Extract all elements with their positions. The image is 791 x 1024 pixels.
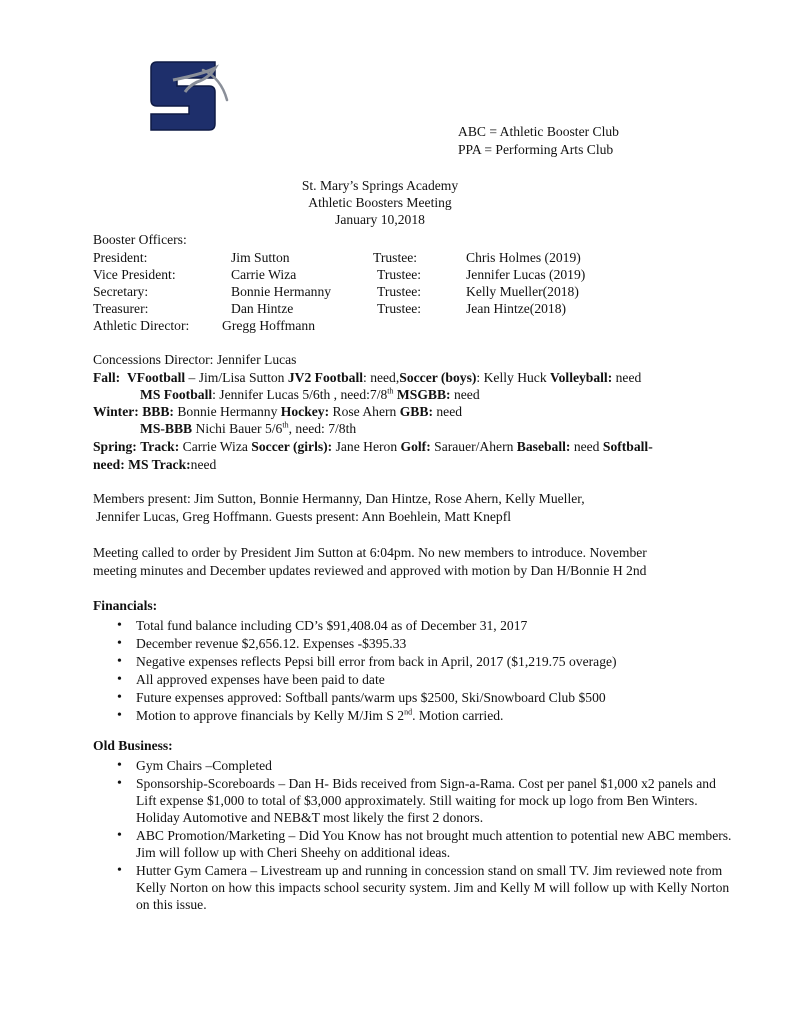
list-item: • ABC Promotion/Marketing – Did You Know has not brought much attention to potential new ABC members. Jim will follow up with Cheri Sheehy on additional ideas. bbox=[93, 827, 733, 861]
sport-label: MS-BBB bbox=[140, 421, 193, 436]
fall-line-1 bbox=[93, 370, 641, 386]
officer-role: President: bbox=[93, 250, 148, 265]
sport-label: Volleyball: bbox=[550, 370, 613, 385]
trustee-label: Trustee: bbox=[377, 284, 422, 299]
list-item: • December revenue $2,656.12. Expenses -$395.33 bbox=[93, 635, 733, 652]
text-run: need bbox=[432, 404, 463, 419]
members-present-2: Jennifer Lucas, Greg Hoffmann. Guests present: Ann Boehlein, Matt Knepfl bbox=[96, 509, 512, 524]
sport-label: Soccer (boys) bbox=[399, 370, 477, 385]
spring-label: Spring: bbox=[93, 439, 137, 454]
text-run: Rose Ahern bbox=[329, 404, 400, 419]
trustee-label: Trustee: bbox=[377, 301, 422, 316]
school-name: St. Mary’s Springs Academy bbox=[301, 178, 459, 193]
trustee-label: Trustee: bbox=[377, 267, 422, 282]
list-item: • All approved expenses have been paid to date bbox=[93, 671, 733, 688]
trustee-label: Trustee: bbox=[373, 250, 418, 265]
sport-label: MSGBB: bbox=[393, 387, 451, 402]
text-run: Bonnie Hermanny bbox=[173, 404, 281, 419]
text-run: Nichi Bauer 5/6 bbox=[192, 421, 283, 436]
winter-label: Winter: bbox=[93, 404, 139, 419]
list-item: • Gym Chairs –Completed bbox=[93, 757, 733, 774]
list-item: • Motion to approve financials by Kelly M/Jim S 2nd. Motion carried. bbox=[93, 707, 733, 724]
text-run: need bbox=[612, 370, 642, 385]
officers-heading: Booster Officers: bbox=[93, 232, 187, 247]
athletic-director-label: Athletic Director: bbox=[93, 318, 190, 333]
text-run: need bbox=[450, 387, 480, 402]
athletic-director-name: Gregg Hoffmann bbox=[222, 318, 315, 333]
trustee-name: Chris Holmes (2019) bbox=[466, 250, 581, 265]
abbrev-abc: ABC = Athletic Booster Club bbox=[458, 124, 619, 139]
text-run: : Kelly Huck bbox=[476, 370, 551, 385]
sport-label: Softball- bbox=[602, 439, 653, 454]
members-present-1: Members present: Jim Sutton, Bonnie Hermanny, Dan Hintze, Rose Ahern, Kelly Mueller, bbox=[93, 491, 585, 506]
text-run: : need, bbox=[363, 370, 400, 385]
meeting-title: Athletic Boosters Meeting bbox=[308, 195, 452, 210]
old-business-list bbox=[93, 757, 733, 914]
officer-name: Dan Hintze bbox=[231, 301, 294, 316]
officer-role: Secretary: bbox=[93, 284, 149, 299]
list-item: • Negative expenses reflects Pepsi bill error from back in April, 2017 ($1,219.75 overage) bbox=[93, 653, 733, 670]
text-run: Jane Heron bbox=[332, 439, 401, 454]
spring-line-1 bbox=[93, 439, 653, 455]
call-to-order-1: Meeting called to order by President Jim Sutton at 6:04pm. No new members to introduce. November bbox=[93, 545, 647, 560]
trustee-name: Jennifer Lucas (2019) bbox=[466, 267, 586, 282]
sport-label: MS Football bbox=[140, 387, 213, 402]
sport-label: JV2 Football bbox=[287, 370, 364, 385]
sport-label: Golf: bbox=[400, 439, 431, 454]
officer-role: Vice President: bbox=[93, 267, 176, 282]
text-run: th bbox=[387, 386, 394, 396]
sport-label: Hockey: bbox=[280, 404, 330, 419]
sport-label: VFootball bbox=[126, 370, 186, 385]
trustee-name: Kelly Mueller(2018) bbox=[466, 284, 579, 299]
text-run: Carrie Wiza bbox=[179, 439, 252, 454]
sport-label: Soccer (girls): bbox=[251, 439, 333, 454]
text-run: need bbox=[570, 439, 603, 454]
school-s-logo-icon bbox=[143, 56, 231, 134]
sport-label: Baseball: bbox=[516, 439, 571, 454]
spring-line-2 bbox=[93, 457, 216, 473]
financials-heading: Financials: bbox=[93, 598, 158, 613]
call-to-order-2: meeting minutes and December updates reviewed and approved with motion by Dan H/Bonnie H 2nd bbox=[93, 563, 647, 578]
old-business-heading: Old Business: bbox=[93, 738, 173, 753]
text-run: , need: 7/8th bbox=[288, 421, 357, 436]
officer-name: Jim Sutton bbox=[231, 250, 290, 265]
sport-label: Track: bbox=[140, 439, 180, 454]
financials-list bbox=[93, 617, 733, 725]
sport-label: GBB: bbox=[399, 404, 433, 419]
trustee-name: Jean Hintze(2018) bbox=[466, 301, 567, 316]
officer-role: Treasurer: bbox=[93, 301, 149, 316]
sport-label: need: MS Track: bbox=[93, 457, 191, 472]
list-item: • Total fund balance including CD’s $91,408.04 as of December 31, 2017 bbox=[93, 617, 733, 634]
winter-line-1 bbox=[93, 404, 462, 420]
officer-name: Carrie Wiza bbox=[231, 267, 297, 282]
text-run: th bbox=[282, 420, 289, 430]
sport-label: BBB: bbox=[142, 404, 174, 419]
meeting-date: January 10,2018 bbox=[335, 212, 425, 227]
concessions-director: Concessions Director: Jennifer Lucas bbox=[93, 352, 297, 367]
list-item: • Sponsorship-Scoreboards – Dan H- Bids received from Sign-a-Rama. Cost per panel $1,000 x2 panels and Lift expense $1,000 to total of $3,000 approximately. Still waiting for mock up logo from Ben Winters. Holiday Automotive and NEB&T most likely the first 2 donors. bbox=[93, 775, 733, 826]
list-item: • Future expenses approved: Softball pants/warm ups $2500, Ski/Snowboard Club $500 bbox=[93, 689, 733, 706]
fall-label: Fall: bbox=[93, 370, 121, 385]
text-run: Sarauer/Ahern bbox=[430, 439, 517, 454]
text-run: need bbox=[190, 457, 217, 472]
fall-line-2 bbox=[140, 387, 480, 403]
abbrev-ppa: PPA = Performing Arts Club bbox=[458, 142, 614, 157]
winter-line-2 bbox=[140, 421, 356, 437]
list-item: • Hutter Gym Camera – Livestream up and running in concession stand on small TV. Jim reviewed note from Kelly Norton on how this impacts school security system. Jim and Kelly M will follow up with Kelly Norton on this issue. bbox=[93, 862, 733, 913]
text-run: : Jennifer Lucas 5/6th , need:7/8 bbox=[212, 387, 388, 402]
officer-name: Bonnie Hermanny bbox=[231, 284, 332, 299]
text-run: – Jim/Lisa Sutton bbox=[185, 370, 288, 385]
